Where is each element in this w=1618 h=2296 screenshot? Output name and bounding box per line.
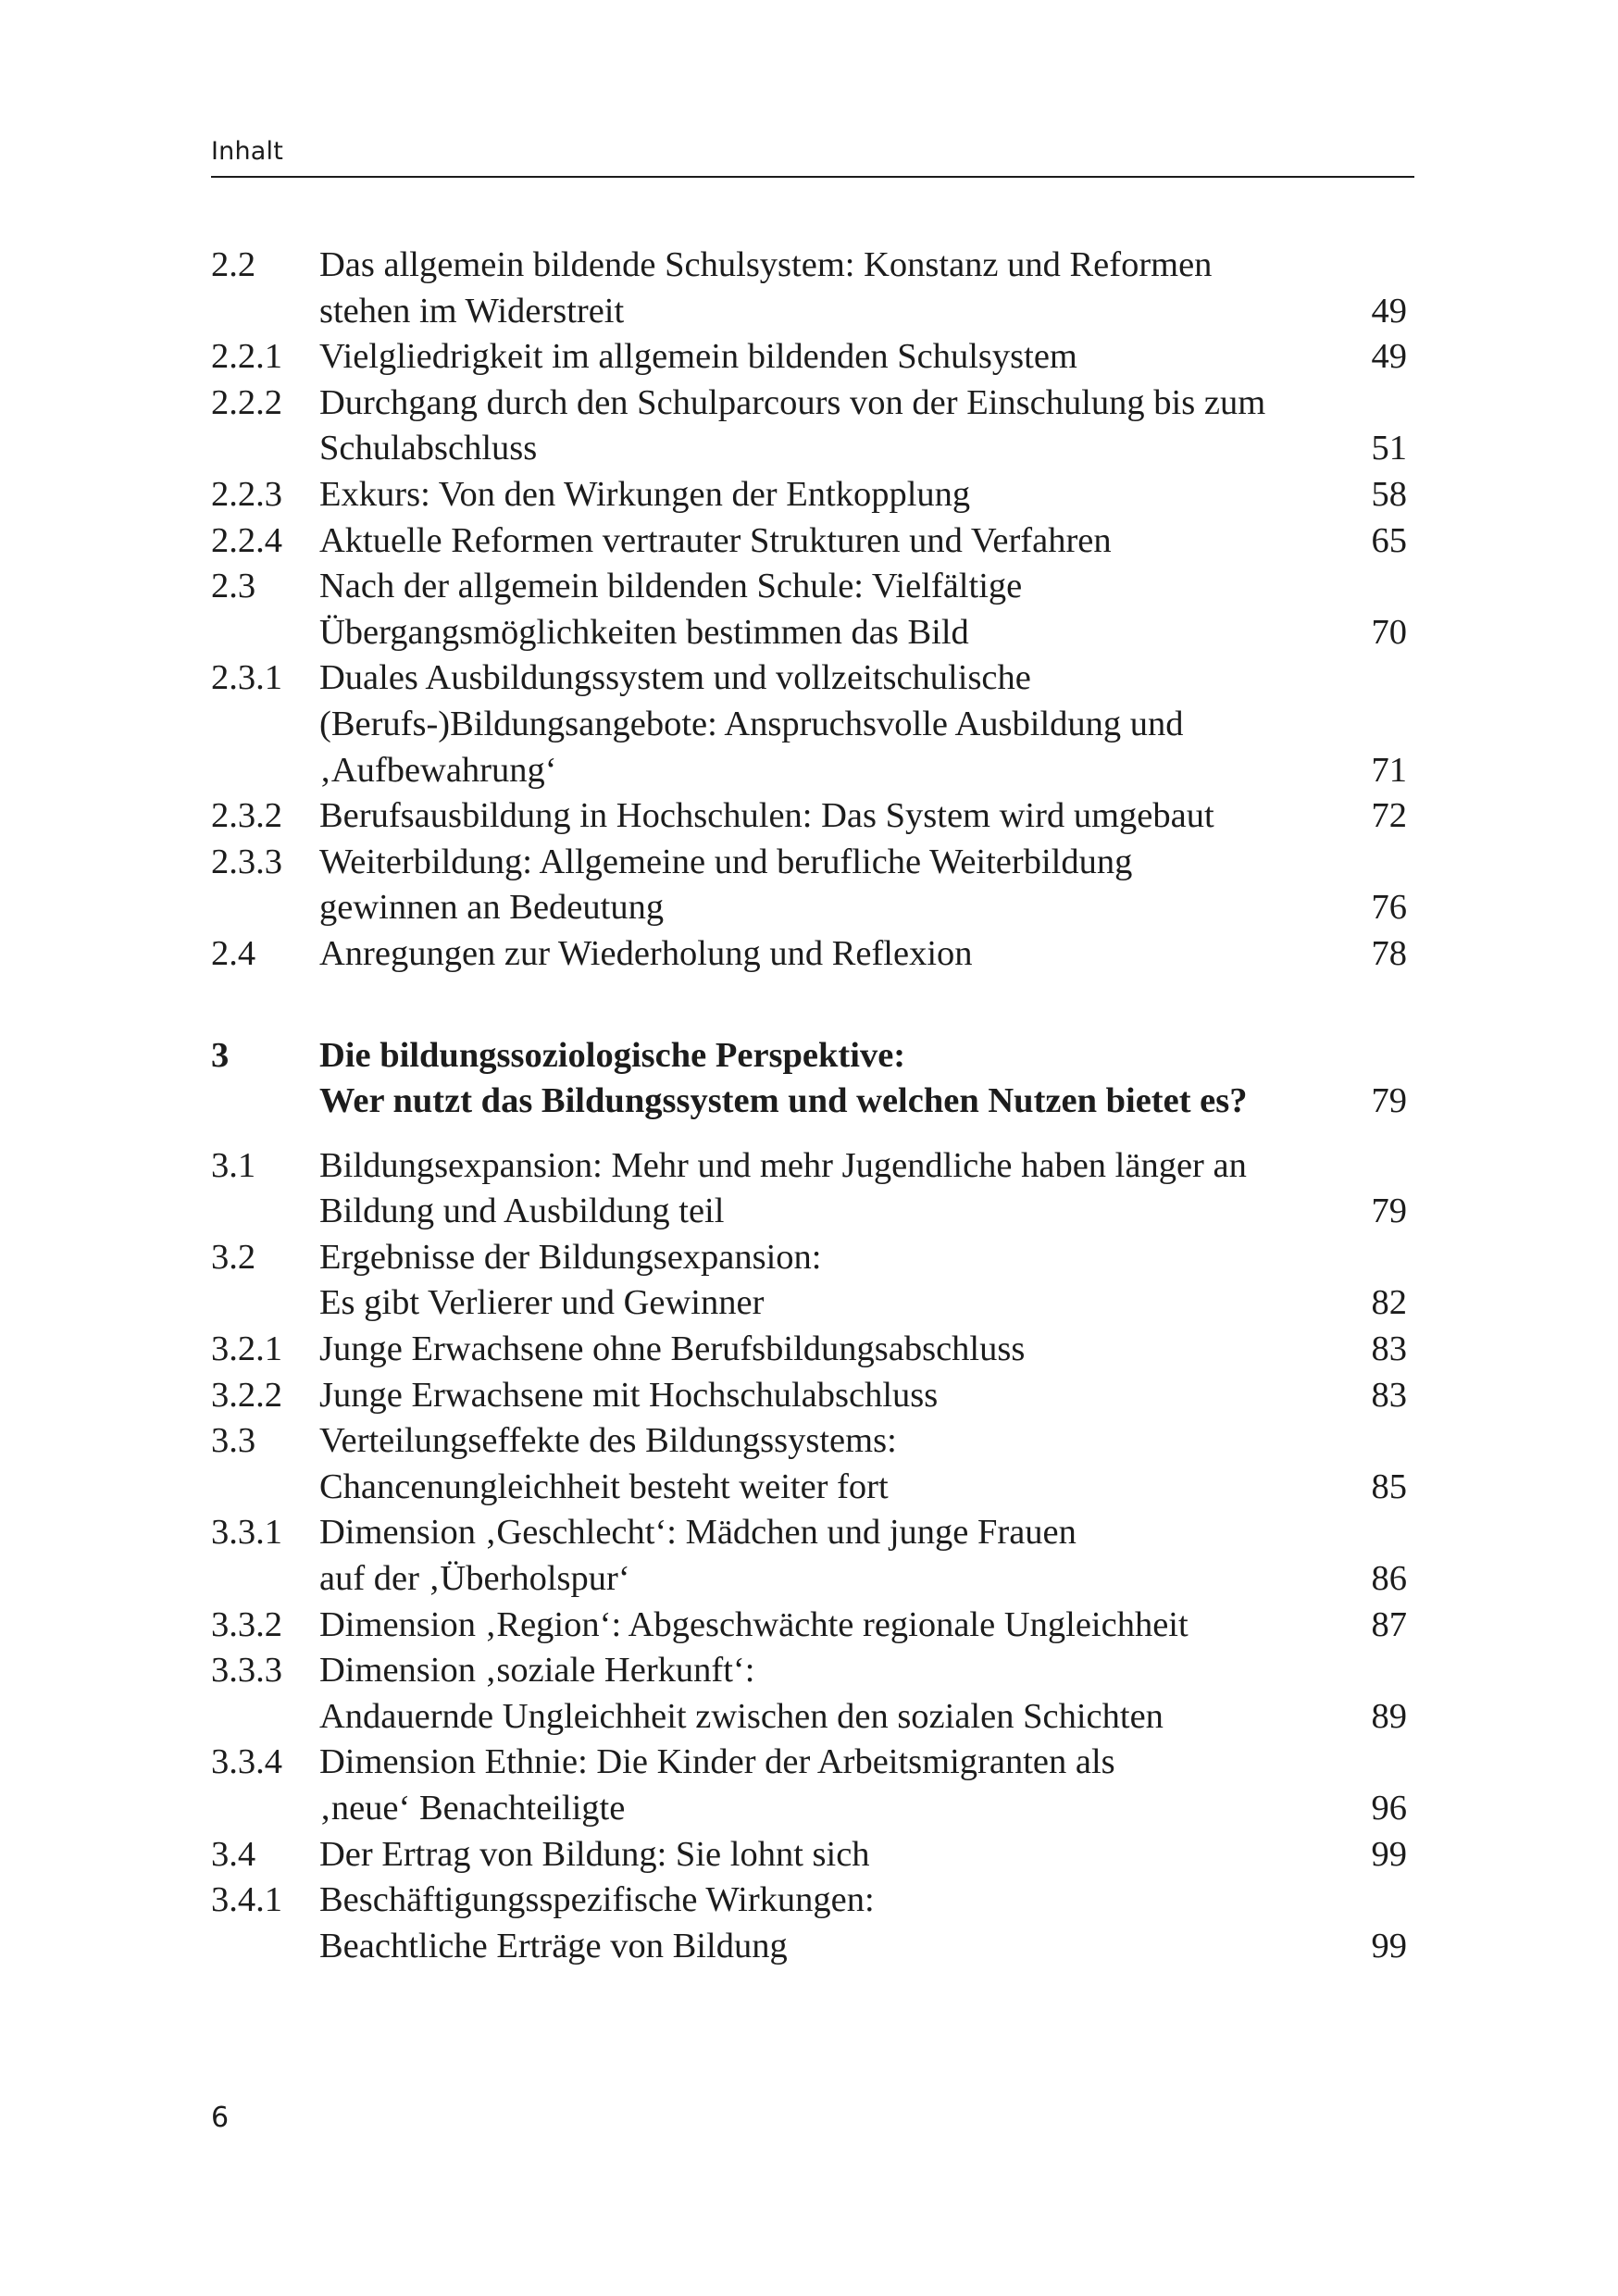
toc-entry [211,334,1414,381]
toc-section-title: Dimension ‚soziale Herkunft‘: [319,1651,755,1691]
toc-entry [211,1235,1414,1327]
toc-section-title: Duales Ausbildungssystem und vollzeitschulische [319,658,1031,698]
toc-section-title: Weiterbildung: Allgemeine und berufliche Weiterbildung [319,842,1133,881]
toc-section-title: Aktuelle Reformen vertrauter Strukturen und Verfahren [319,520,1112,560]
toc-section-title: Berufsausbildung in Hochschulen: Das System wird umgebaut [319,796,1214,836]
toc-entry-line [211,381,1414,427]
toc-page-number: 79 [1371,1081,1407,1121]
toc-entry-line [211,793,1414,840]
toc-page-number: 83 [1371,1375,1407,1415]
toc-section-number: 2.3.2 [211,796,282,836]
toc-section-number: 2.3 [211,567,256,606]
toc-entry-line [211,1465,1414,1511]
toc-entry-line [211,1327,1414,1373]
toc-section-title: Der Ertrag von Bildung: Sie lohnt sich [319,1834,870,1874]
toc-section-number: 3.2 [211,1237,256,1277]
toc-page-number: 49 [1371,291,1407,331]
toc-entry [211,518,1414,565]
toc-section-number: 3.4.1 [211,1880,282,1920]
toc-entry-line [211,1556,1414,1603]
toc-entry [211,472,1414,518]
toc-entry-line [211,1418,1414,1465]
toc-entry [211,840,1414,931]
toc-section-title: Chancenungleichheit besteht weiter fort [319,1466,889,1506]
toc-page-number: 87 [1371,1604,1407,1644]
toc-section-number: 2.3.1 [211,658,282,698]
toc-section-title: Es gibt Verlierer und Gewinner [319,1283,765,1323]
toc-section-title: auf der ‚Überholspur‘ [319,1559,630,1599]
toc-section-title: ‚Aufbewahrung‘ [319,750,557,790]
toc-page-number: 89 [1371,1696,1407,1736]
page-number: 6 [211,2102,230,2134]
toc-section-title: Junge Erwachsene ohne Berufsbildungsabschluss [319,1329,1026,1369]
toc-section-title: Bildungsexpansion: Mehr und mehr Jugendliche haben länger an [319,1145,1247,1185]
toc-section-title: Beschäftigungsspezifische Wirkungen: [319,1880,875,1920]
toc-section-title: Junge Erwachsene mit Hochschulabschluss [319,1375,939,1415]
toc-entry [211,1143,1414,1235]
toc-section-title: Andauernde Ungleichheit zwischen den sozialen Schichten [319,1696,1164,1736]
toc-page-number: 71 [1371,750,1407,790]
toc-entry-line [211,1740,1414,1786]
toc-entry-line [211,1373,1414,1419]
toc-page-number: 82 [1371,1283,1407,1323]
toc-entry-line [211,289,1414,335]
toc-entry [211,1373,1414,1419]
toc-entry-line [211,243,1414,289]
toc-entry [211,1648,1414,1740]
toc-section-number: 2.2.2 [211,382,282,422]
toc-page-number: 65 [1371,520,1407,560]
toc-entry [211,655,1414,793]
toc-entry [211,381,1414,472]
toc-section-number: 2.3.3 [211,842,282,881]
toc-entry [211,1832,1414,1878]
toc-entry-line [211,1924,1414,1970]
toc-page-number: 85 [1371,1466,1407,1506]
toc-entry [211,1510,1414,1602]
toc-section-number: 2.4 [211,933,256,973]
toc-section-number: 3 [211,1035,230,1075]
toc-entry [211,1878,1414,1969]
toc-entry [211,931,1414,978]
toc-section-number: 3.2.1 [211,1329,282,1369]
toc-section-title: stehen im Widerstreit [319,291,625,331]
toc-entry-line [211,1079,1414,1125]
toc-section-title: Verteilungseffekte des Bildungssystems: [319,1421,897,1461]
toc-entry-line [211,885,1414,931]
toc-entry-line [211,1694,1414,1741]
toc-entry [211,1418,1414,1510]
toc-section-title: Dimension Ethnie: Die Kinder der Arbeitsmigranten als [319,1742,1115,1782]
toc-page-number: 70 [1371,612,1407,652]
toc-entry-line [211,334,1414,381]
toc-section-title: Bildung und Ausbildung teil [319,1192,725,1231]
toc-entry [211,1327,1414,1373]
toc-page-number: 99 [1371,1834,1407,1874]
toc-section-title: Ergebnisse der Bildungsexpansion: [319,1237,822,1277]
toc-section-number: 3.3.2 [211,1604,282,1644]
toc-entry [211,1740,1414,1831]
toc-section-number: 3.3.3 [211,1651,282,1691]
toc-entry [211,243,1414,334]
toc-page-number: 78 [1371,933,1407,973]
toc-entry-line [211,1235,1414,1281]
toc-section-title: Wer nutzt das Bildungssystem und welchen Nutzen bietet es? [319,1081,1248,1121]
toc-section-number: 2.2.4 [211,520,282,560]
toc-section-title: ‚neue‘ Benachteiligte [319,1789,626,1828]
toc-section-title: Übergangsmöglichkeiten bestimmen das Bild [319,612,969,652]
toc-section-number: 2.2 [211,245,256,284]
toc-section-title: (Berufs-)Bildungsangebote: Anspruchsvolle Ausbildung und [319,704,1184,743]
toc-entry-line [211,1878,1414,1924]
toc-section-number: 2.2.1 [211,337,282,377]
table-of-contents [211,243,1414,1969]
toc-page-number: 76 [1371,888,1407,928]
toc-section-title: Dimension ‚Region‘: Abgeschwächte regionale Ungleichheit [319,1604,1189,1644]
toc-entry-line [211,1786,1414,1832]
toc-page-number: 72 [1371,796,1407,836]
toc-section-title: Durchgang durch den Schulparcours von der Einschulung bis zum [319,382,1266,422]
toc-page-number: 86 [1371,1559,1407,1599]
toc-entry-line [211,748,1414,794]
toc-entry-line [211,1280,1414,1327]
toc-section-title: Nach der allgemein bildenden Schule: Vielfältige [319,567,1023,606]
toc-entry-line [211,472,1414,518]
toc-entry-line [211,1510,1414,1556]
toc-entry [211,564,1414,655]
toc-entry-line [211,518,1414,565]
toc-page-number: 49 [1371,337,1407,377]
toc-entry-line [211,1033,1414,1079]
toc-entry-line [211,702,1414,748]
toc-section-title: Die bildungssoziologische Perspektive: [319,1035,906,1075]
toc-page-number: 96 [1371,1789,1407,1828]
toc-page-number: 83 [1371,1329,1407,1369]
toc-section-title: gewinnen an Bedeutung [319,888,665,928]
toc-section-number: 3.2.2 [211,1375,282,1415]
toc-section-number: 3.3.4 [211,1742,282,1782]
toc-section-title: Das allgemein bildende Schulsystem: Konstanz und Reformen [319,245,1213,284]
toc-section-title: Vielgliedrigkeit im allgemein bildenden Schulsystem [319,337,1077,377]
header-rule [211,176,1414,178]
toc-section-number: 3.3.1 [211,1513,282,1553]
toc-entry-line [211,610,1414,656]
toc-section-title: Anregungen zur Wiederholung und Reflexion [319,933,973,973]
toc-entry [211,793,1414,840]
toc-page-number: 99 [1371,1926,1407,1965]
toc-page-number: 79 [1371,1192,1407,1231]
toc-section-title: Schulabschluss [319,429,538,468]
toc-entry-line [211,426,1414,472]
toc-section-number: 3.4 [211,1834,256,1874]
toc-entry-line [211,1603,1414,1649]
toc-entry-line [211,1189,1414,1235]
toc-section-title: Exkurs: Von den Wirkungen der Entkopplung [319,474,971,514]
toc-chapter-entry [211,1033,1414,1125]
toc-entry [211,1603,1414,1649]
toc-entry-line [211,840,1414,886]
toc-entry-line [211,564,1414,610]
toc-section-title: Beachtliche Erträge von Bildung [319,1926,788,1965]
toc-section-number: 2.2.3 [211,474,282,514]
toc-entry-line [211,655,1414,702]
toc-page-number: 51 [1371,429,1407,468]
toc-page-number: 58 [1371,474,1407,514]
toc-entry-line [211,1832,1414,1878]
toc-entry-line [211,1143,1414,1190]
toc-section-number: 3.1 [211,1145,256,1185]
toc-entry-line [211,1648,1414,1694]
running-head: Inhalt [211,137,284,166]
toc-section-number: 3.3 [211,1421,256,1461]
toc-entry-line [211,931,1414,978]
toc-section-title: Dimension ‚Geschlecht‘: Mädchen und junge Frauen [319,1513,1077,1553]
